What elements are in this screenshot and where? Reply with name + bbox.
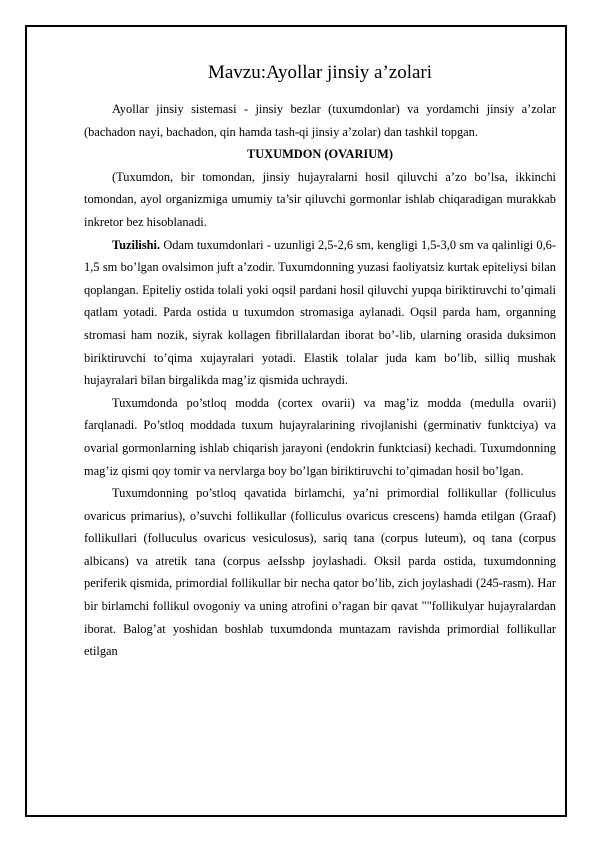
paragraph-4: Tuxumdonning po’stloq qavatida birlamchi, ya’ni primordial follikullar (folliculus ovaricus primarius), o’suvchi follikullar (folliculus ovaricus crescens) hamda etilgan (Graaf) follikullari (folluculus ovaricus vesiculosus), sariq tana (corpus luteum), oq tana (corpus albicans) va atretik tana (corpus aeIsshp joylashadi. Oksil parda ostida, tuxumdonning periferik qismida, primordial follikullar bir necha qator bo’lib, zich joylashadi (245-rasm). Har bir birlamchi follikul ovogoniy va uning atrofini o’ragan bir qavat ""follikulyar hujayralardan iborat. Balog’at yoshidan boshlab tuxumdonda muntazam ravishda primordial follikullar etilgan xyxy=(84,486,556,659)
paragraph-2-text: Odam tuxumdonlari - uzunligi 2,5-2,6 sm, kengligi 1,5-3,0 sm va qalinligi 0,6-1,5 sm bo’lgan ovalsimon juft a’zodir. Tuxumdonning yuzasi faoliyatsiz kurtak epiteliysi bilan qoplangan. Epiteliy ostida tolali yoki oqsil pardani hosil qiluvchi yupqa biriktiruvchi to’qimali qatlam yotadi. Parda ostida u tuxumdon stromasiga aylanadi. Oqsil parda ham, organning stromasi ham nozik, siyrak kollagen fibrillalardan iborat bo’-lib, ularning orasida duksimon biriktiruvchi to’qima xujayralari yotadi. Elastik tolalar juda kam bo’lib, silliq mushak hujayralari bilan birgalikda mag’iz qismida uchraydi. xyxy=(84,237,556,388)
paragraph-1: (Tuxumdon, bir tomondan, jinsiy hujayralarni hosil qiluvchi a’zo bo’lsa, ikkinchi tomondan, ayol organizmiga umumiy ta’sir qiluvchi gormonlar ishlab chiqaradigan murakkab inkretor bez hisoblanadi. xyxy=(84,169,556,229)
document-title: Mavzu:Ayollar jinsiy a’zolari xyxy=(207,62,433,83)
section-heading: TUXUMDON (OVARIUM) xyxy=(246,147,394,162)
paragraph-2 xyxy=(84,234,556,392)
paragraph-2-lead: Tuzilishi. xyxy=(112,237,161,252)
paragraph-3: Tuxumdonda po’stloq modda (cortex ovarii) va mag’iz modda (medulla ovarii) farqlanadi. Po’stloq moddada tuxum hujayralarining rivojlanishi (germinativ funktciya) va ovarial gormonlarning ishlab chiqarish jarayoni (endokrin funktciasi) kechadi. Tuxumdonning mag’iz qismi qoy tomir va nervlarga boy bo’lgan biriktiruvchi to’qimadan hosil bo’lgan. xyxy=(84,395,556,478)
intro-paragraph: Ayollar jinsiy sistemasi - jinsiy bezlar (tuxumdonlar) va yordamchi jinsiy a’zolar (bachadon nayi, bachadon, qin hamda tash-qi jinsiy a’zolar) dan tashkil topgan. xyxy=(84,102,556,139)
document-body xyxy=(84,60,556,663)
